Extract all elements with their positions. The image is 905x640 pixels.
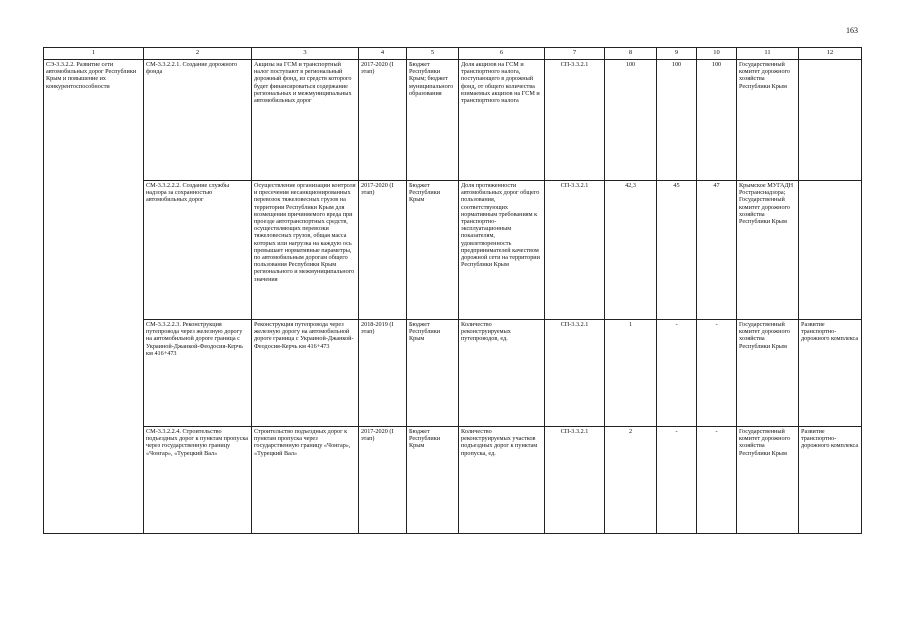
value-cell: - xyxy=(657,427,697,534)
source-cell: Бюджет Республики Крым; бюджет муниципального образования xyxy=(407,60,459,181)
executor-cell: Государственный комитет дорожного хозяйства Республики Крым xyxy=(737,427,799,534)
code-cell: СП-3.3.2.1 xyxy=(545,60,605,181)
table-row xyxy=(44,181,862,320)
executor-cell: Крымское МУГАДН Ространснадзора; Государственный комитет дорожного хозяйства Республики Крым xyxy=(737,181,799,320)
partner-cell xyxy=(799,181,862,320)
column-number: 6 xyxy=(459,48,545,60)
indicator-cell: Доля протяженности автомобильных дорог общего пользования, соответствующих нормативным требованиям к транспортно-эксплуатационным показателям, удовлетворенность предпринимателей качеством дорожной сети на территории Республики Крым xyxy=(459,181,545,320)
description-cell: Акцизы на ГСМ и транспортный налог поступают в региональный дорожный фонд, из средств которого будет финансироваться содержание региональных и межмуниципальных автомобильных дорог xyxy=(252,60,359,181)
indicator-cell: Количество реконструируемых участков подъездных дорог к пунктам пропуска, ед. xyxy=(459,427,545,534)
column-number: 10 xyxy=(697,48,737,60)
description-cell: Строительство подъездных дорог к пунктам пропуска через государственную границу «Чонгар», «Турецкий Вал» xyxy=(252,427,359,534)
measure-cell: СМ-3.3.2.2.3. Реконструкция путепровода через железную дорогу на автомобильной дороге граница с Украиной-Джанкой-Феодосия-Керчь км 416+473 xyxy=(144,320,252,427)
source-cell: Бюджет Республики Крым xyxy=(407,320,459,427)
period-cell: 2017-2020 (I этап) xyxy=(359,427,407,534)
column-number: 5 xyxy=(407,48,459,60)
source-cell: Бюджет Республики Крым xyxy=(407,181,459,320)
value-cell: 2 xyxy=(605,427,657,534)
column-number: 4 xyxy=(359,48,407,60)
description-cell: Осуществление организации контроля и пресечения несанкционированных перевозок тяжеловесных грузов на территории Республики Крым для возмещения причиняемого вреда при проезде автотранспортных средств, осуществляющих перевозки тяжеловесных грузов, общая масса которых или нагрузка на каждую ось превышает нормативные параметры, по автомобильным дорогам общего пользования Республики Крым регионального и межмуниципального значения xyxy=(252,181,359,320)
period-cell: 2017-2020 (I этап) xyxy=(359,60,407,181)
period-cell: 2017-2020 (I этап) xyxy=(359,181,407,320)
value-cell: 100 xyxy=(697,60,737,181)
column-number: 1 xyxy=(44,48,144,60)
value-cell: - xyxy=(697,320,737,427)
period-cell: 2018-2019 (I этап) xyxy=(359,320,407,427)
column-number: 12 xyxy=(799,48,862,60)
value-cell: 100 xyxy=(605,60,657,181)
executor-cell: Государственный комитет дорожного хозяйства Республики Крым xyxy=(737,60,799,181)
page-number: 163 xyxy=(846,26,858,35)
column-number: 7 xyxy=(545,48,605,60)
partner-cell xyxy=(799,60,862,181)
measure-cell: СМ-3.3.2.2.1. Создание дорожного фонда xyxy=(144,60,252,181)
measure-cell: СМ-3.3.2.2.4. Строительство подъездных дорог к пунктам пропуска через государственную границу «Чонгар», «Турецкий Вал» xyxy=(144,427,252,534)
measures-table xyxy=(43,47,862,534)
column-number: 8 xyxy=(605,48,657,60)
section-cell: СЭ-3.3.2.2. Развитие сети автомобильных дорог Республики Крым и повышение их конкурентоспособности xyxy=(44,60,144,534)
value-cell: 47 xyxy=(697,181,737,320)
column-number-row xyxy=(44,48,862,60)
column-number: 9 xyxy=(657,48,697,60)
source-cell: Бюджет Республики Крым xyxy=(407,427,459,534)
value-cell: 100 xyxy=(657,60,697,181)
table-row xyxy=(44,60,862,181)
table-row xyxy=(44,427,862,534)
column-number: 2 xyxy=(144,48,252,60)
measure-cell: СМ-3.3.2.2.2. Создание службы надзора за сохранностью автомобильных дорог xyxy=(144,181,252,320)
value-cell: 45 xyxy=(657,181,697,320)
description-cell: Реконструкция путепровода через железную дорогу на автомобильной дороге граница с Украиной-Джанкой-Феодосия-Керчь км 416+473 xyxy=(252,320,359,427)
column-number: 3 xyxy=(252,48,359,60)
value-cell: - xyxy=(697,427,737,534)
code-cell: СП-3.3.2.1 xyxy=(545,320,605,427)
code-cell: СП-3.3.2.1 xyxy=(545,427,605,534)
column-number: 11 xyxy=(737,48,799,60)
indicator-cell: Количество реконструируемых путепроводов, ед. xyxy=(459,320,545,427)
value-cell: 42,3 xyxy=(605,181,657,320)
partner-cell: Развитие транспортно-дорожного комплекса xyxy=(799,427,862,534)
value-cell: 1 xyxy=(605,320,657,427)
value-cell: - xyxy=(657,320,697,427)
table-row xyxy=(44,320,862,427)
executor-cell: Государственный комитет дорожного хозяйства Республики Крым xyxy=(737,320,799,427)
indicator-cell: Доля акцизов на ГСМ и транспортного налога, поступающего в дорожный фонд, от общего количества взимаемых акцизов на ГСМ и транспортного налога xyxy=(459,60,545,181)
code-cell: СП-3.3.2.1 xyxy=(545,181,605,320)
partner-cell: Развитие транспортно-дорожного комплекса xyxy=(799,320,862,427)
